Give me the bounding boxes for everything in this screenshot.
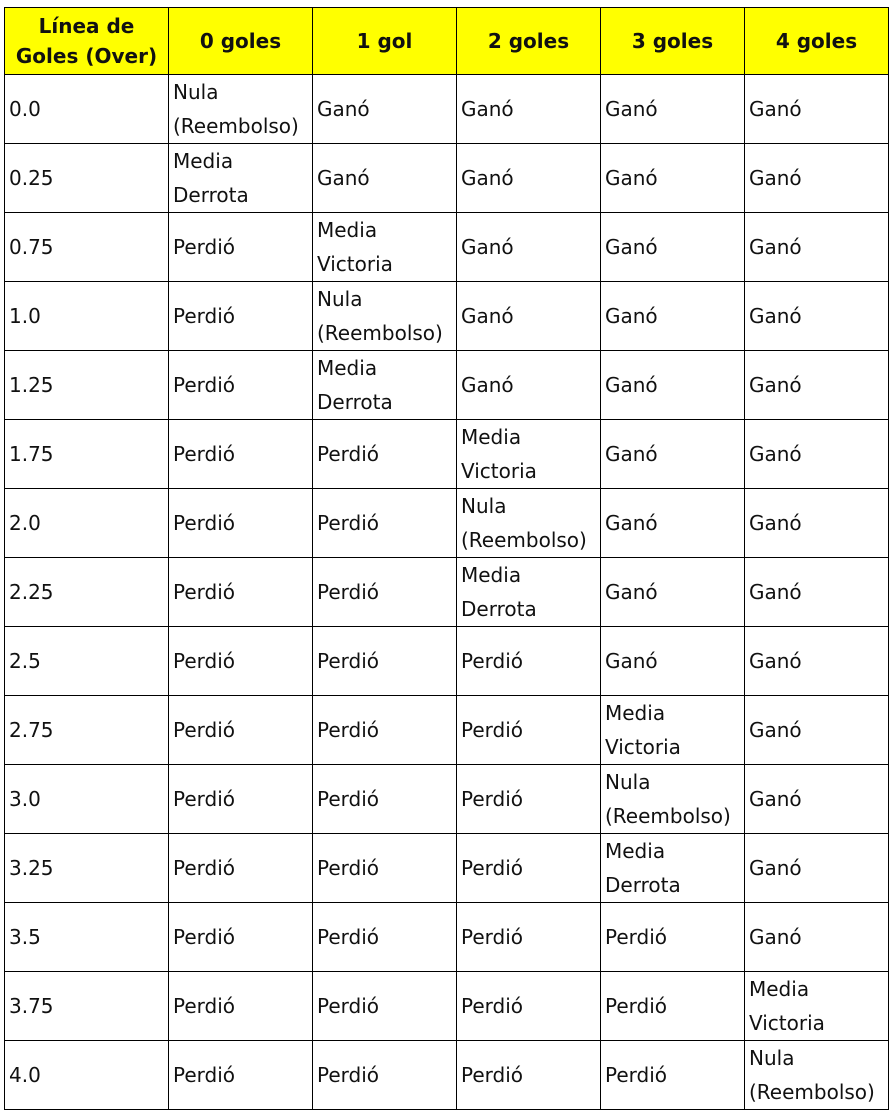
table-row [5,627,889,696]
result-cell: Ganó [745,351,889,420]
goal-line-cell: 1.0 [5,282,169,351]
result-cell: Ganó [745,489,889,558]
result-cell: Perdió [457,696,601,765]
table-row [5,282,889,351]
result-cell: Ganó [601,627,745,696]
result-cell: Ganó [457,75,601,144]
result-cell: Perdió [169,558,313,627]
result-cell: Ganó [313,144,457,213]
result-cell: Ganó [601,213,745,282]
result-cell: Ganó [457,351,601,420]
result-cell: Ganó [313,75,457,144]
result-cell: Perdió [313,627,457,696]
result-cell: Perdió [169,696,313,765]
result-cell: Media Derrota [601,834,745,903]
result-cell: Ganó [601,420,745,489]
result-cell: Ganó [601,144,745,213]
goal-line-cell: 1.25 [5,351,169,420]
result-cell: Perdió [313,834,457,903]
table-body [5,75,889,1110]
goal-line-cell: 4.0 [5,1041,169,1110]
result-cell: Perdió [169,420,313,489]
table-row [5,765,889,834]
table-row [5,351,889,420]
table-row [5,213,889,282]
goal-line-cell: 0.25 [5,144,169,213]
result-cell: Media Derrota [457,558,601,627]
result-cell: Ganó [601,75,745,144]
result-cell: Perdió [313,558,457,627]
result-cell: Media Derrota [169,144,313,213]
result-cell: Perdió [457,972,601,1041]
header-4-goals: 4 goles [745,8,889,75]
result-cell: Perdió [169,351,313,420]
over-goals-results-table [4,7,889,1110]
result-cell: Perdió [457,1041,601,1110]
table-row [5,489,889,558]
table-row [5,903,889,972]
result-cell: Ganó [457,144,601,213]
result-cell: Perdió [169,834,313,903]
result-cell: Ganó [745,834,889,903]
goal-line-cell: 2.0 [5,489,169,558]
result-cell: Perdió [169,903,313,972]
result-cell: Perdió [601,1041,745,1110]
table-row [5,696,889,765]
result-cell: Ganó [745,282,889,351]
goal-line-cell: 2.75 [5,696,169,765]
header-row [5,8,889,75]
result-cell: Nula (Reembolso) [169,75,313,144]
result-cell: Perdió [313,420,457,489]
header-0-goals: 0 goles [169,8,313,75]
goal-line-cell: 3.0 [5,765,169,834]
goal-line-cell: 2.5 [5,627,169,696]
header-goal-line: Línea de Goles (Over) [5,8,169,75]
result-cell: Nula (Reembolso) [745,1041,889,1110]
result-cell: Perdió [457,627,601,696]
goal-line-cell: 3.5 [5,903,169,972]
result-cell: Nula (Reembolso) [457,489,601,558]
goal-line-cell: 2.25 [5,558,169,627]
result-cell: Ganó [745,696,889,765]
result-cell: Ganó [601,282,745,351]
result-cell: Perdió [313,765,457,834]
result-cell: Ganó [457,282,601,351]
result-cell: Perdió [169,1041,313,1110]
result-cell: Nula (Reembolso) [313,282,457,351]
table-row [5,144,889,213]
goal-line-cell: 3.25 [5,834,169,903]
header-2-goals: 2 goles [457,8,601,75]
result-cell: Perdió [457,765,601,834]
table-row [5,1041,889,1110]
result-cell: Perdió [601,903,745,972]
result-cell: Perdió [457,834,601,903]
result-cell: Perdió [169,627,313,696]
result-cell: Ganó [745,558,889,627]
table-row [5,834,889,903]
result-cell: Ganó [745,420,889,489]
result-cell: Ganó [745,144,889,213]
table-header [5,8,889,75]
result-cell: Ganó [745,627,889,696]
result-cell: Perdió [313,903,457,972]
result-cell: Nula (Reembolso) [601,765,745,834]
result-cell: Perdió [169,489,313,558]
result-cell: Perdió [169,972,313,1041]
table-row [5,420,889,489]
result-cell: Perdió [169,282,313,351]
header-1-goal: 1 gol [313,8,457,75]
goal-line-cell: 1.75 [5,420,169,489]
result-cell: Perdió [313,696,457,765]
result-cell: Ganó [601,558,745,627]
table-row [5,558,889,627]
result-cell: Ganó [601,351,745,420]
table-row [5,75,889,144]
result-cell: Perdió [313,489,457,558]
result-cell: Perdió [169,765,313,834]
result-cell: Media Victoria [745,972,889,1041]
result-cell: Perdió [313,1041,457,1110]
header-3-goals: 3 goles [601,8,745,75]
result-cell: Perdió [169,213,313,282]
goal-line-cell: 0.75 [5,213,169,282]
result-cell: Ganó [745,765,889,834]
result-cell: Ganó [601,489,745,558]
result-cell: Media Victoria [601,696,745,765]
result-cell: Media Victoria [313,213,457,282]
result-cell: Perdió [457,903,601,972]
result-cell: Media Derrota [313,351,457,420]
result-cell: Ganó [457,213,601,282]
result-cell: Ganó [745,903,889,972]
result-cell: Ganó [745,213,889,282]
result-cell: Perdió [313,972,457,1041]
goal-line-cell: 0.0 [5,75,169,144]
result-cell: Media Victoria [457,420,601,489]
result-cell: Perdió [601,972,745,1041]
goal-line-cell: 3.75 [5,972,169,1041]
table-row [5,972,889,1041]
result-cell: Ganó [745,75,889,144]
